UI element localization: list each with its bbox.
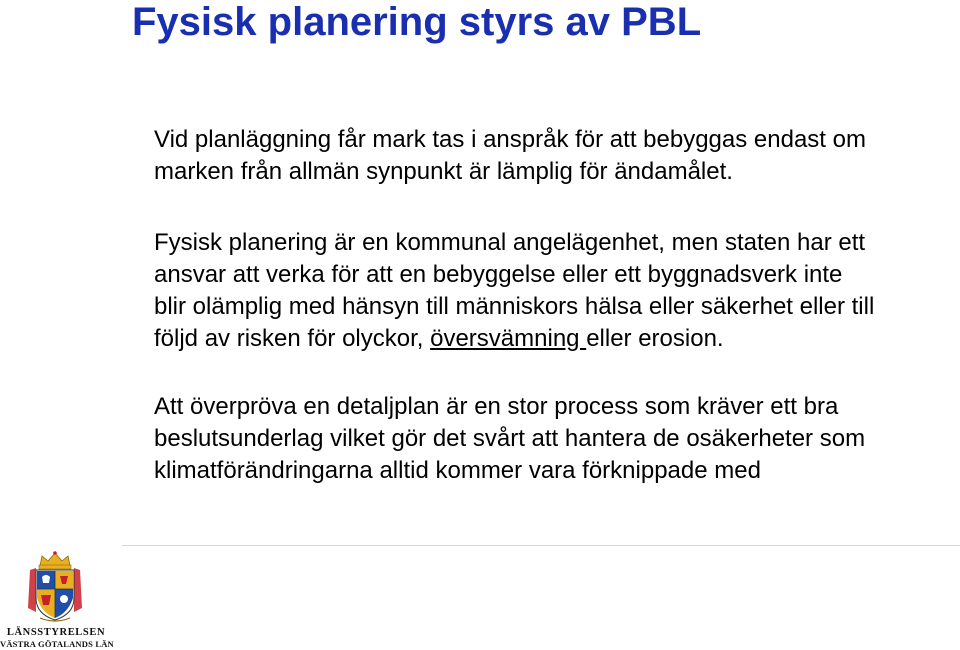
footer-divider	[122, 545, 960, 546]
paragraph-3	[154, 391, 954, 487]
paragraph-3-line-3: klimatförändringarna alltid kommer vara förknippade med	[154, 457, 761, 484]
logo-name-line-1: LÄNSSTYRELSEN	[6, 627, 106, 638]
paragraph-2	[154, 227, 954, 355]
paragraph-1-line-1: Vid planläggning får mark tas i anspråk för att bebyggas endast om	[154, 126, 866, 153]
paragraph-1	[154, 124, 954, 188]
paragraph-3-line-1: Att överpröva en detaljplan är en stor process som kräver ett bra	[154, 393, 839, 420]
paragraph-1-line-2: marken från allmän synpunkt är lämplig för ändamålet.	[154, 158, 733, 185]
paragraph-2-line-2: ansvar att verka för att en bebyggelse eller ett byggnadsverk inte	[154, 261, 843, 288]
paragraph-3-line-2: beslutsunderlag vilket gör det svårt att hantera de osäkerheter som	[154, 425, 866, 452]
paragraph-2-line-4-prefix: följd av risken för olyckor,	[154, 325, 431, 352]
flooding-link[interactable]: översvämning	[430, 325, 587, 352]
county-coat-of-arms-icon	[22, 550, 88, 624]
paragraph-2-line-1: Fysisk planering är en kommunal angelägenhet, men staten har ett	[154, 229, 866, 256]
paragraph-2-line-4-suffix: eller erosion.	[586, 325, 724, 352]
paragraph-2-line-3: blir olämplig med hänsyn till människors hälsa eller säkerhet eller till	[154, 293, 875, 320]
paragraph-2-line-4	[154, 323, 954, 355]
county-board-logo	[0, 548, 112, 650]
slide-title: Fysisk planering styrs av PBL	[132, 0, 702, 44]
logo-name-line-2: VÄSTRA GÖTALANDS LÄN	[0, 639, 114, 649]
